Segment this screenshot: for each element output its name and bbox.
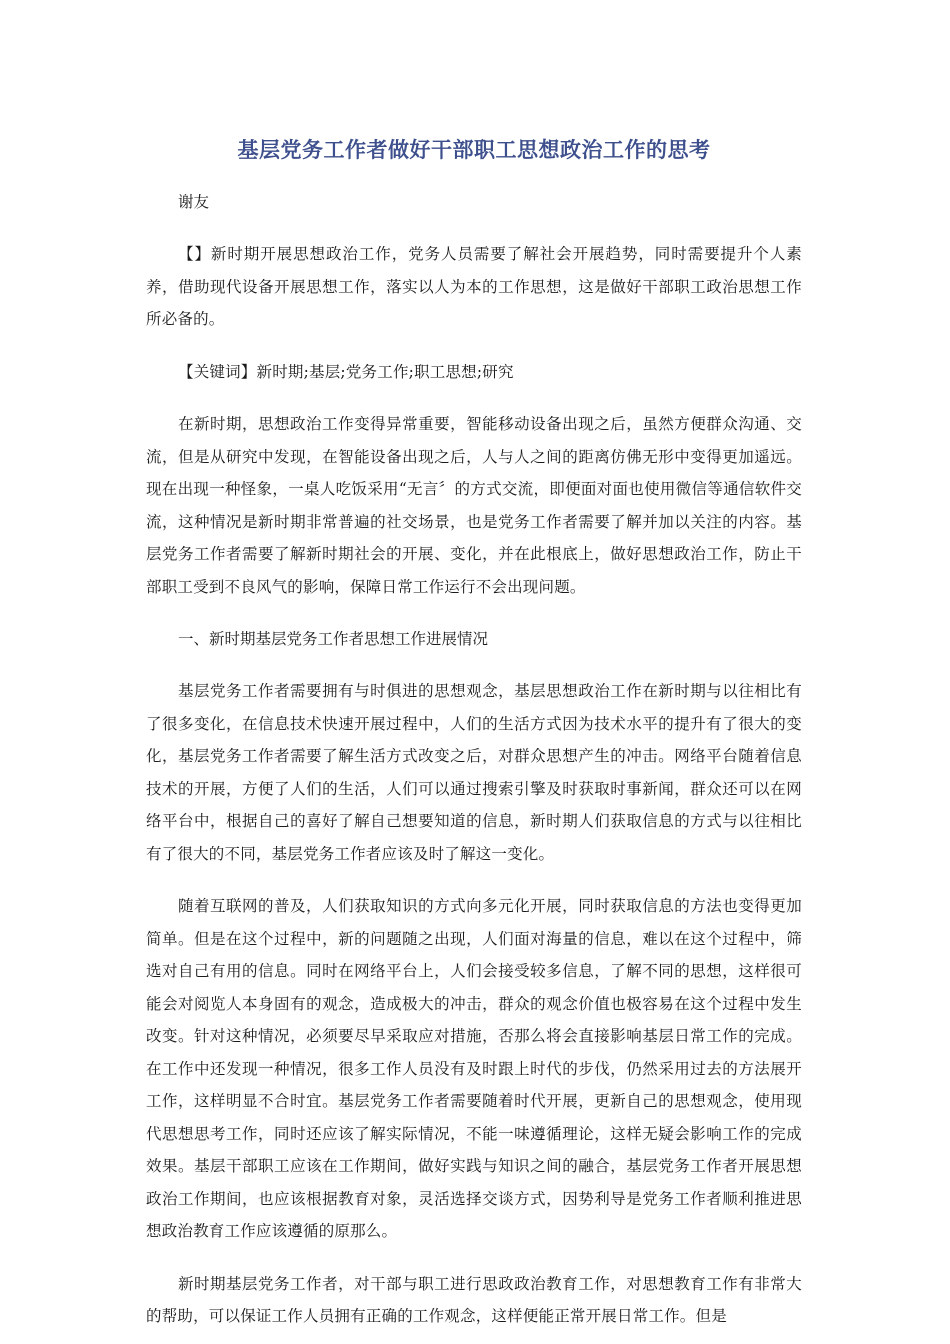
abstract-paragraph: 【】新时期开展思想政治工作，党务人员需要了解社会开展趋势，同时需要提升个人素养，借助现代设备开展思想工作，落实以人为本的工作思想，这是做好干部职工政治思想工作所必备的。: [146, 245, 802, 328]
body-paragraph: 新时期基层党务工作者，对干部与职工进行思政政治教育工作，对思想教育工作有非常大的帮助，可以保证工作人员拥有正确的工作观念，这样便能正常开展日常工作。但是: [146, 1274, 802, 1325]
section-heading: 一、新时期基层党务工作者思想工作进展情况: [178, 630, 489, 648]
body-paragraph: 基层党务工作者需要拥有与时俱进的思想观念，基层思想政治工作在新时期与以往相比有了很多变化，在信息技术快速开展过程中，人们的生活方式因为技术水平的提升有了很大的变化，基层党务工作者需要了解生活方式改变之后，对群众思想产生的冲击。网络平台随着信息技术的开展，方便了人们的生活，人们可以通过搜索引擎及时获取时事新闻，群众还可以在网络平台中，根据自己的喜好了解自己想要知道的信息，新时期人们获取信息的方式与以往相比有了很大的不同，基层党务工作者应该及时了解这一变化。: [146, 682, 802, 863]
intro-paragraph: 在新时期，思想政治工作变得异常重要，智能移动设备出现之后，虽然方便群众沟通、交流，但是从研究中发现，在智能设备出现之后，人与人之间的距离仿佛无形中变得更加遥远。现在出现一种怪象，一桌人吃饭采用“无言〞的方式交流，即便面对面也使用微信等通信软件交流，这种情况是新时期非常普遍的社交场景，也是党务工作者需要了解并加以关注的内容。基层党务工作者需要了解新时期社会的开展、变化，并在此根底上，做好思想政治工作，防止干部职工受到不良风气的影响，保障日常工作运行不会出现问题。: [146, 415, 802, 596]
keywords-line: 【关键词】新时期;基层;党务工作;职工思想;研究: [178, 362, 514, 381]
document-page: [146, 130, 802, 1333]
author-name: 谢友: [178, 193, 210, 211]
body-paragraph: 随着互联网的普及，人们获取知识的方式向多元化开展，同时获取信息的方法也变得更加简单。但是在这个过程中，新的问题随之出现，人们面对海量的信息，难以在这个过程中，筛选对自己有用的信息。同时在网络平台上，人们会接受较多信息，了解不同的思想，这样很可能会对阅览人本身固有的观念，造成极大的冲击，群众的观念价值也极容易在这个过程中发生改变。针对这种情况，必须要尽早采取应对措施，否那么将会直接影响基层日常工作的完成。在工作中还发现一种情况，很多工作人员没有及时跟上时代的步伐，仍然采用过去的方法展开工作，这样明显不合时宜。基层党务工作者需要随着时代开展，更新自己的思想观念，使用现代思想思考工作，同时还应该了解实际情况，不能一味遵循理论，这样无疑会影响工作的完成效果。基层干部职工应该在工作期间，做好实践与知识之间的融合，基层党务工作者开展思想政治工作期间，也应该根据教育对象，灵活选择交谈方式，因势利导是党务工作者顺利推进思想政治教育工作应该遵循的原那么。: [146, 897, 802, 1240]
document-title: 基层党务工作者做好干部职工思想政治工作的思考: [237, 138, 711, 162]
